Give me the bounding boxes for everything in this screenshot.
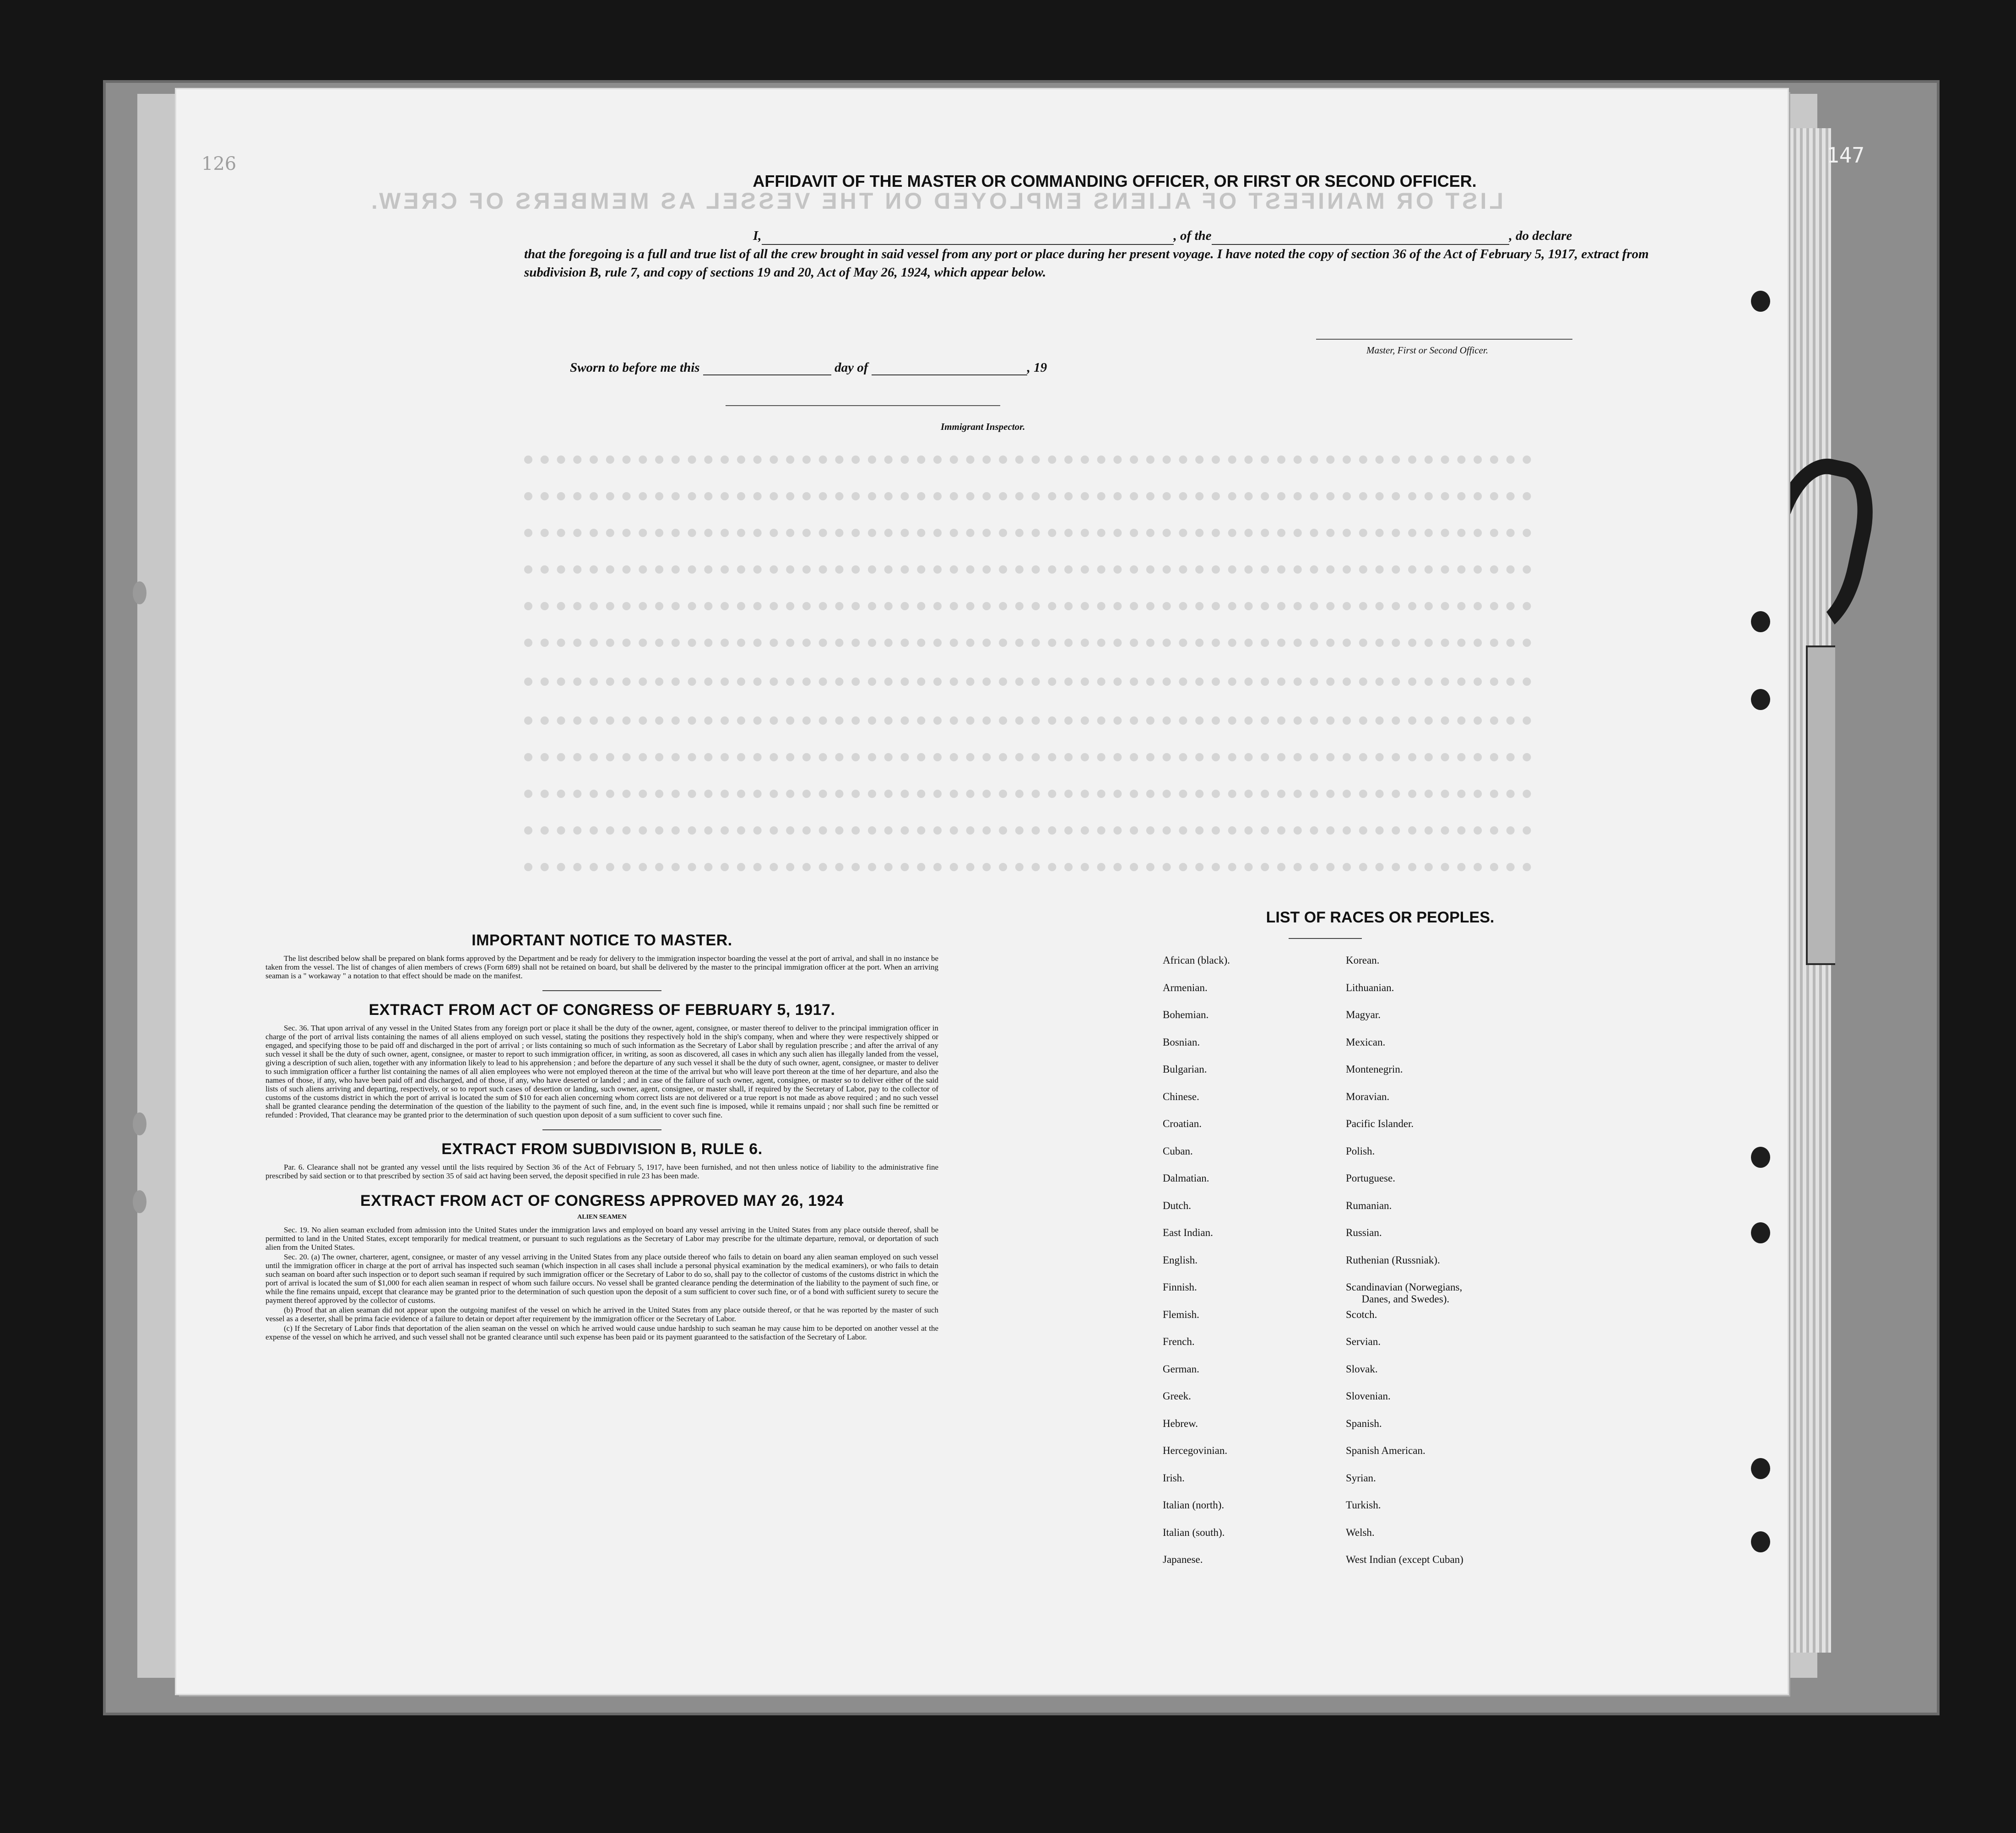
race-item: Dalmatian.: [1163, 1172, 1209, 1184]
race-item: Hebrew.: [1163, 1417, 1198, 1429]
affidavit-title: AFFIDAVIT OF THE MASTER OR COMMANDING OFFICER, OR FIRST OR SECOND OFFICER.: [753, 172, 1477, 190]
race-item: Italian (north).: [1163, 1499, 1225, 1511]
extract-1917-text: Sec. 36. That upon arrival of any vessel in the United States from any foreign port or place it shall be the duty of the owner, agent, consignee, or master thereof to deliver to the principal immigration officer in charge of the port of arrival lists containing the names of all aliens employed on such vessel, stating the positions they respectively hold in the ship's company, when and where they were respectively shipped or engaged, and specifying those to be paid off and discharged in the port of arrival ; or lists containing so much of such information as the Secretary of Labor shall by regulation prescribe ; and after the arrival of any such vessel it shall be the duty of such owner, agent, consignee, or master to report to such immigration officer, in writing, as soon as discovered, all cases in which any such alien has illegally landed from the vessel, giving a description of such alien, together with any information likely to lead to his apprehension ; and before the departure of any such vessel it shall be the duty of such owner, agent, consignee, or master to deliver to such immigration officer a further list containing the names of all alien employees who were not employed thereon at the time of the arrival but who will leave port thereon at the time of her departure, and also the names of those, if any, who have been paid off and discharged, and of those, if any, who have deserted or landed ; and in case of the failure of such owner, agent, consignee, or master so to deliver either of the said lists of such aliens arriving and departing, respectively, or so to report such cases of desertion or landing, such owner, agent, consignee, or master shall, if required by the Secretary of Labor, pay to the collector of customs of the customs district in which the port of arrival is located the sum of $10 for each alien concerning whom correct lists are not delivered or a true report is not made as above required ; and no such vessel shall be granted clearance pending the determination of the question of the liability to the payment of such fine, and, in the event such fine is imposed, while it remains unpaid ; nor shall such fine be remitted or refunded : Provided, That clearance may be granted prior to the determination of such question upon deposit of a sum sufficient to cover such fine.: [266, 1024, 938, 1119]
race-item: Bohemian.: [1163, 1009, 1209, 1020]
race-item: English.: [1163, 1254, 1198, 1266]
affidavit-of-the: , of the: [1173, 228, 1212, 243]
punch-hole: [1751, 1458, 1770, 1479]
races-title-rule: [1289, 938, 1362, 939]
race-item: Flemish.: [1163, 1308, 1199, 1320]
race-item: Greek.: [1163, 1390, 1191, 1402]
punch-hole: [1751, 1531, 1770, 1552]
sworn-statement: [570, 360, 1047, 375]
extract-1924-title: EXTRACT FROM ACT OF CONGRESS APPROVED MAY 26, 1924: [360, 1192, 844, 1209]
bleed-through-row: [524, 565, 1531, 574]
race-item: African (black).: [1163, 954, 1230, 966]
race-item: Korean.: [1346, 954, 1380, 966]
binder-ring-hole: [133, 581, 146, 604]
sworn-year-prefix: , 19: [1027, 360, 1047, 375]
race-item: Chinese.: [1163, 1090, 1199, 1102]
binder-ring-hole: [133, 1112, 146, 1135]
section-divider: [542, 990, 661, 991]
alien-seamen-subhead: ALIEN SEAMEN: [577, 1214, 627, 1220]
inspector-line: [726, 405, 1000, 406]
race-item: Ruthenian (Russniak).: [1346, 1254, 1440, 1266]
signature-label: Master, First or Second Officer.: [1366, 345, 1488, 356]
pencil-annotation: 126: [201, 153, 237, 174]
sworn-prefix: Sworn to before me this: [570, 360, 700, 375]
race-item: West Indian (except Cuban): [1346, 1554, 1463, 1565]
race-item: Russian.: [1346, 1227, 1382, 1238]
race-item: Welsh.: [1346, 1526, 1375, 1538]
race-item: Spanish American.: [1346, 1445, 1425, 1456]
extract-1924-sec20c: (c) If the Secretary of Labor finds that deportation of the alien seaman on the vessel on which he arrived would cause undue hardship to such seaman he may cause him to be deported on another vessel at the expense of the vessel on which he arrived, and such vessel shall not be granted clearance until such expense has been paid or its payment guaranteed to the satisfaction of the Secretary of Labor.: [266, 1324, 938, 1341]
extract-1924-sec19: Sec. 19. No alien seaman excluded from admission into the United States under the immigration laws and employed on board any vessel arriving in the United States from any place outside thereof, shall be permitted to land in the United States, except temporarily for medical treatment, or pursuant to such regulations as the Secretary of Labor may prescribe for the ultimate departure, removal, or deportation of such alien from the United States.: [266, 1226, 938, 1252]
page-number-stamp: 147: [1826, 143, 1865, 168]
races-list-title: LIST OF RACES OR PEOPLES.: [1266, 909, 1495, 926]
race-item: Bulgarian.: [1163, 1063, 1207, 1075]
extract-1917-title: EXTRACT FROM ACT OF CONGRESS OF FEBRUARY 5, 1917.: [369, 1001, 835, 1019]
binding-clip: [1806, 645, 1835, 965]
punch-hole: [1751, 291, 1770, 312]
signature-line: [1316, 339, 1572, 340]
race-item: Italian (south).: [1163, 1526, 1225, 1538]
race-item: East Indian.: [1163, 1227, 1213, 1238]
race-item: Lithuanian.: [1346, 982, 1394, 993]
sworn-day-blank: [703, 374, 831, 375]
inspector-label: Immigrant Inspector.: [941, 421, 1025, 432]
sworn-day-of: day of: [835, 360, 868, 375]
extract-1924-sec20a: Sec. 20. (a) The owner, charterer, agent, consignee, or master of any vessel arriving in the United States from any place outside thereof who fails to detain on board any alien seaman employed on such vessel until the immigration officer in charge at the port of arrival has inspected such seaman (which inspection in all cases shall include a personal physical examination by the medical examiners), or who fails to detain such seaman on board after such inspection or to deport such seaman if required by such immigration officer or the Secretary of Labor to do so, shall pay to the collector of customs of the customs district in which the port of arrival is located the sum of $1,000 for each alien seaman in respect of whom such failure occurs. No vessel shall be granted clearance pending the determination of the liability to the payment of such fine, or while the fine remains unpaid, except that clearance may be granted prior to the determination of such question upon the deposit of a sum sufficient to cover such fine, or of a bond with sufficient surety to secure the payment thereof approved by the collector of customs.: [266, 1253, 938, 1305]
race-item: German.: [1163, 1363, 1199, 1375]
race-item: Spanish.: [1346, 1417, 1382, 1429]
bleed-through-row: [524, 639, 1531, 647]
race-item: Scandinavian (Norwegians, Danes, and Swedes).: [1346, 1281, 1463, 1305]
punch-hole: [1751, 1147, 1770, 1168]
manifest-page: [176, 89, 1788, 1694]
race-item: Slovak.: [1346, 1363, 1378, 1375]
race-item: Scotch.: [1346, 1308, 1377, 1320]
affidavit-i-label: I,: [753, 228, 762, 243]
bleed-through-row: [524, 826, 1531, 835]
race-item: Portuguese.: [1346, 1172, 1395, 1184]
race-item: Slovenian.: [1346, 1390, 1391, 1402]
race-item: Polish.: [1346, 1145, 1375, 1157]
race-item: Dutch.: [1163, 1199, 1191, 1211]
bleed-through-row: [524, 863, 1531, 871]
extract-rule6-title: EXTRACT FROM SUBDIVISION B, RULE 6.: [441, 1140, 763, 1158]
legal-notices: [266, 932, 938, 1341]
bleed-through-row: [524, 529, 1531, 537]
races-column-1: [1163, 954, 1230, 1581]
notice-text: The list described below shall be prepared on blank forms approved by the Department and be ready for delivery to the immigration inspector boarding the vessel at the port of arrival, and shall in no instance be taken from the vessel. The list of changes of alien members of crews (Form 689) shall not be retained on board, but shall be delivered by the master to the principal immigration officer at the port. When an arriving seaman is a " workaway " a notation to that effect should be made on the manifest.: [266, 954, 938, 980]
bleed-through-row: [524, 753, 1531, 761]
race-item: Finnish.: [1163, 1281, 1197, 1293]
race-item: Japanese.: [1163, 1554, 1203, 1565]
race-item: Hercegovinian.: [1163, 1445, 1228, 1456]
race-item: Servian.: [1346, 1336, 1381, 1347]
race-item: Turkish.: [1346, 1499, 1381, 1511]
affidavit-declaration: [524, 227, 1650, 282]
binder-ring-hole: [133, 1190, 146, 1213]
bleed-through-row: [524, 716, 1531, 725]
affidavit-do-declare: , do declare: [1509, 228, 1572, 243]
bleed-through-row: [524, 790, 1531, 798]
race-item: Armenian.: [1163, 982, 1208, 993]
race-item: Montenegrin.: [1346, 1063, 1403, 1075]
race-item: French.: [1163, 1336, 1195, 1347]
race-item: Croatian.: [1163, 1118, 1202, 1129]
bleed-through-row: [524, 456, 1531, 464]
punch-hole: [1751, 1222, 1770, 1243]
punch-hole: [1751, 611, 1770, 632]
section-divider: [542, 1129, 661, 1130]
sworn-month-blank: [872, 374, 1027, 375]
race-item: Syrian.: [1346, 1472, 1376, 1484]
race-item: Pacific Islander.: [1346, 1118, 1414, 1129]
affidavit-body-text: that the foregoing is a full and true list of all the crew brought in said vessel from any port or place during her present voyage. I have noted the copy of section 36 of the Act of February 5, 1917, extract from subdivision B, rule 7, and copy of sections 19 and 20, Act of May 26, 1924, which appear below.: [524, 247, 1649, 280]
bleed-through-heading: LIST OR MANIFEST OF ALIENS EMPLOYED ON THE VESSEL AS MEMBERS OF CREW.: [369, 188, 1503, 214]
races-column-2: [1346, 954, 1463, 1581]
race-item: Rumanian.: [1346, 1199, 1392, 1211]
notice-title: IMPORTANT NOTICE TO MASTER.: [471, 932, 732, 949]
race-item: Moravian.: [1346, 1090, 1390, 1102]
punch-hole: [1751, 689, 1770, 710]
bleed-through-row: [524, 602, 1531, 610]
race-item: Irish.: [1163, 1472, 1185, 1484]
bleed-through-row: [524, 678, 1531, 686]
race-item: Magyar.: [1346, 1009, 1381, 1020]
race-item: Cuban.: [1163, 1145, 1193, 1157]
extract-1924-sec20b: (b) Proof that an alien seaman did not appear upon the outgoing manifest of the vessel on which he arrived in the United States from any place outside thereof, or that he was reported by the master of such vessel as a deserter, shall be prima facie evidence of a failure to detain or deport after requirement by the immigration officer or the Secretary of Labor.: [266, 1306, 938, 1323]
race-item: Bosnian.: [1163, 1036, 1200, 1048]
race-item: Mexican.: [1346, 1036, 1386, 1048]
extract-rule6-text: Par. 6. Clearance shall not be granted any vessel until the lists required by Section 36 of the Act of February 5, 1917, have been furnished, and not then unless notice of liability to the administrative fine prescribed by said section or to that prescribed by section 35 of said act having been served, the deposit specified in rule 23 has been made.: [266, 1163, 938, 1180]
bleed-through-row: [524, 492, 1531, 500]
